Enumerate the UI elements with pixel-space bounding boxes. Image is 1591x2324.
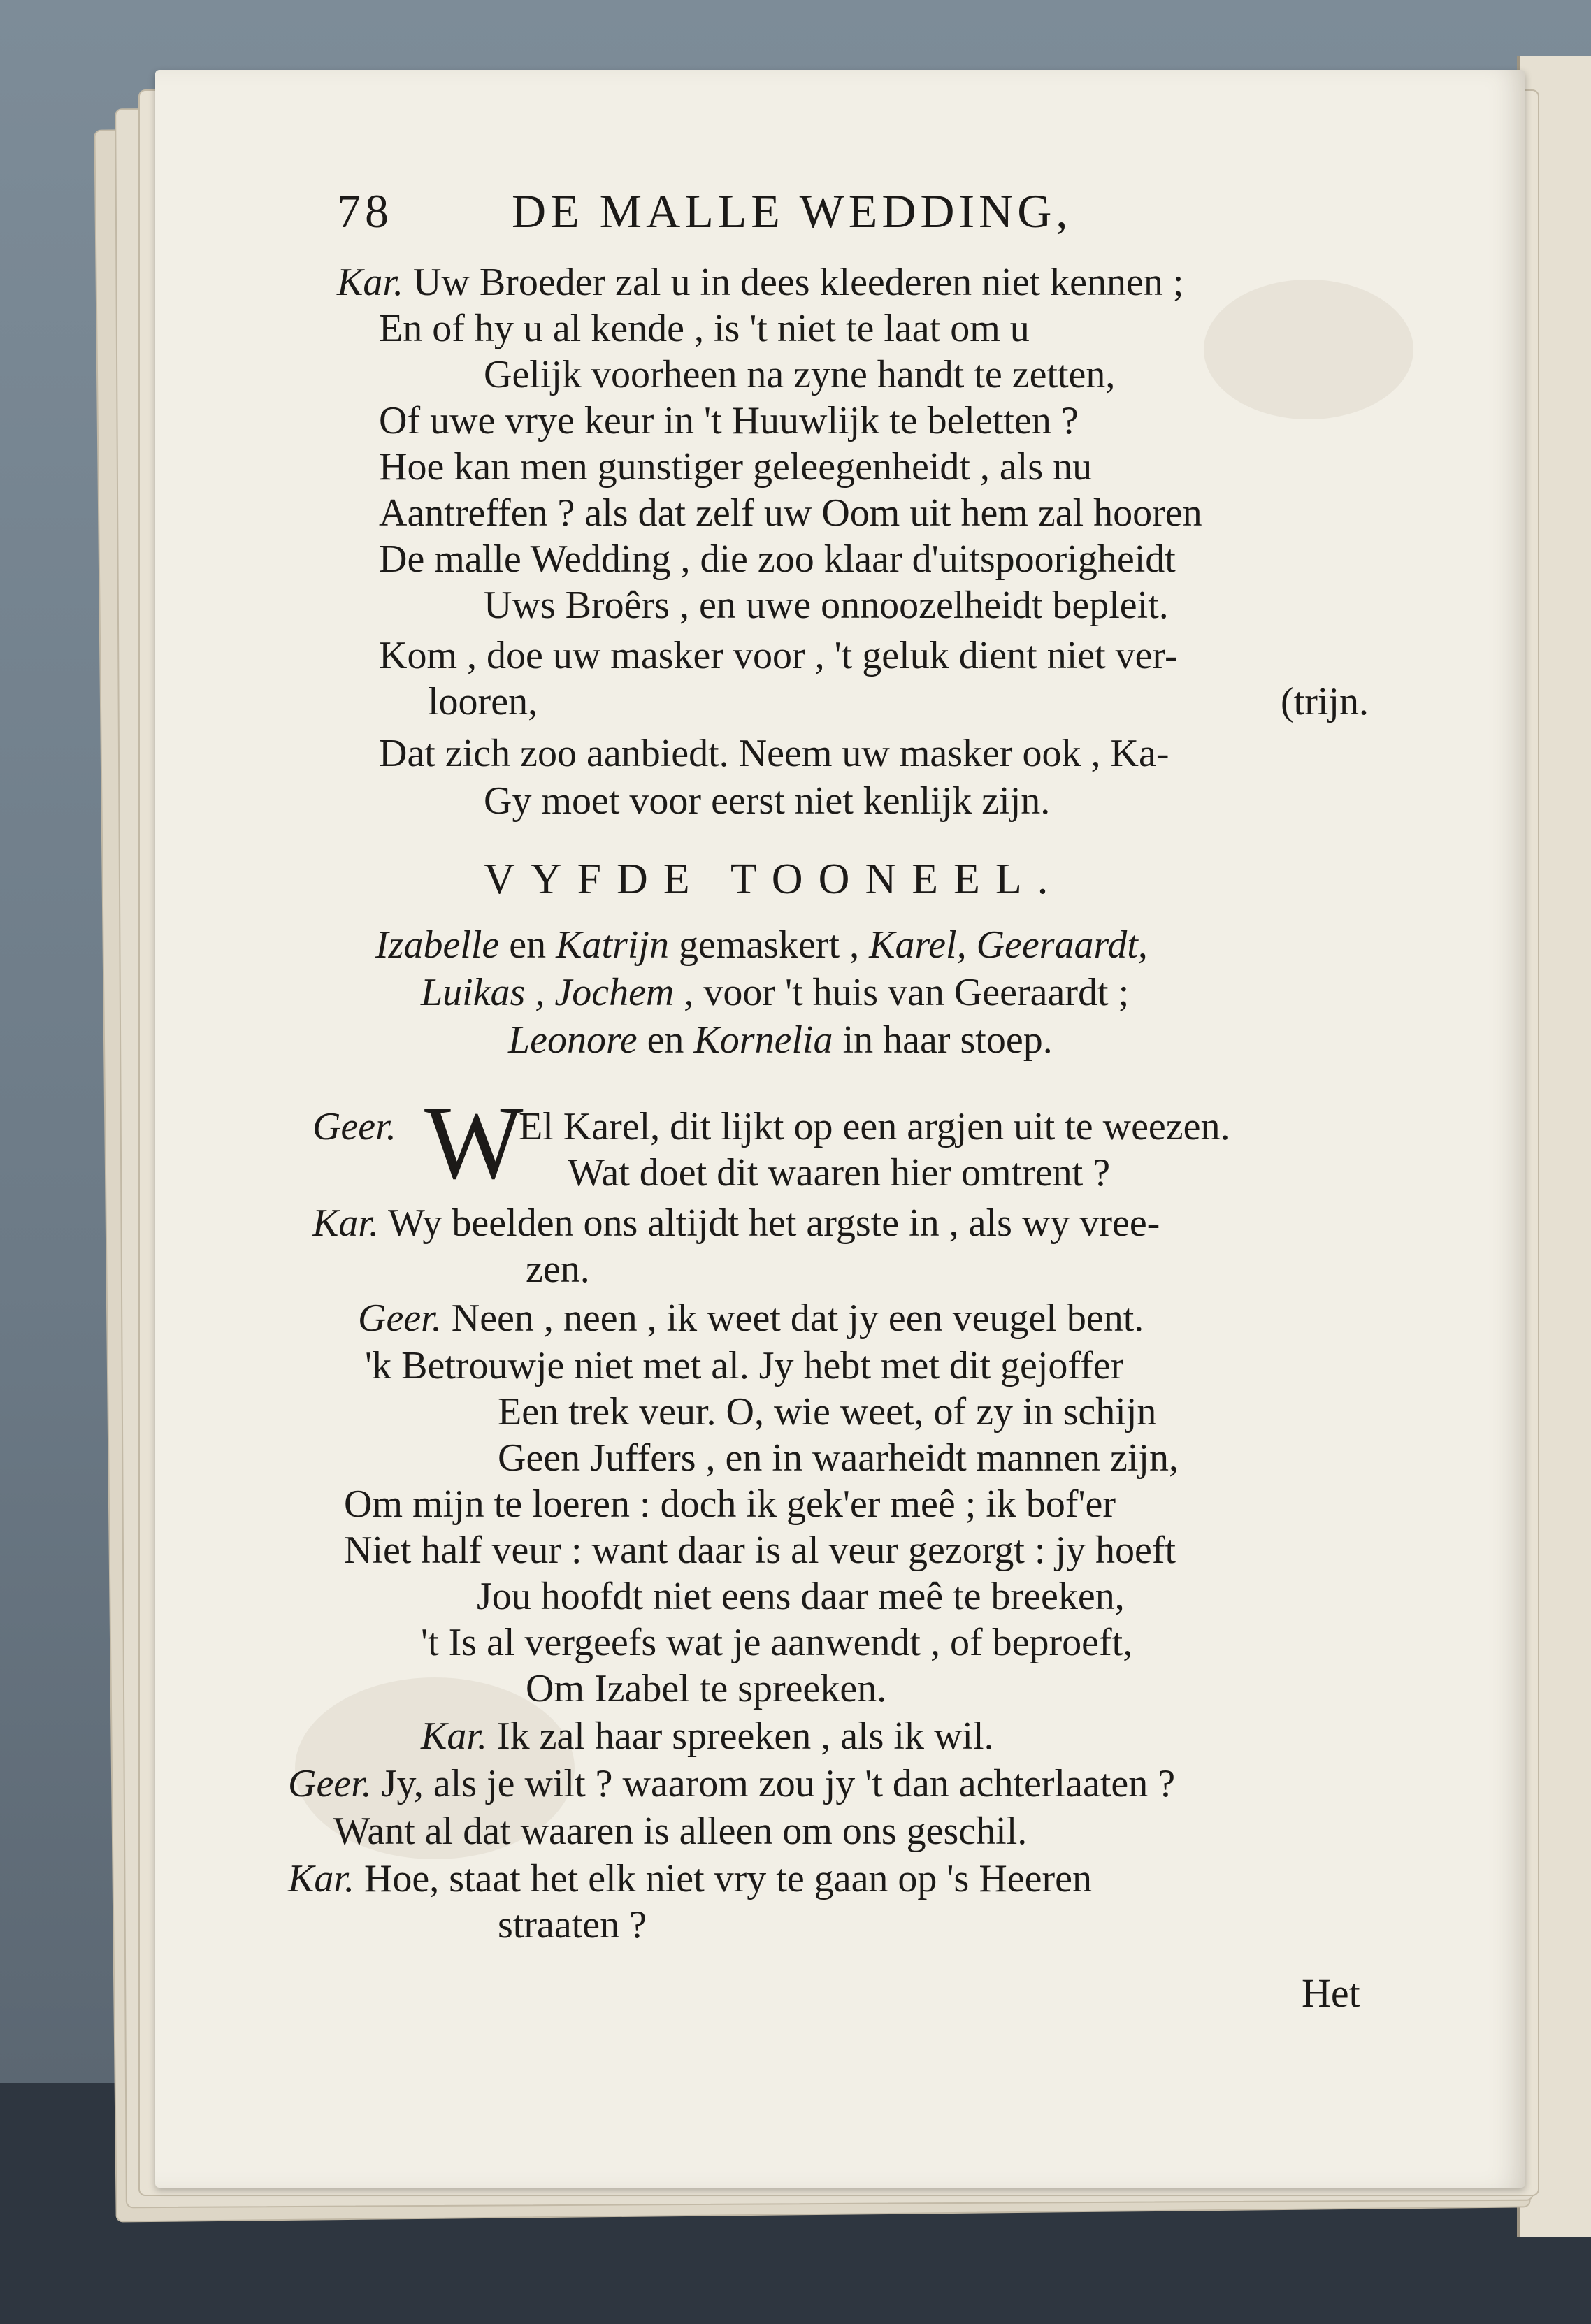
character-name: Kornelia <box>693 1018 833 1062</box>
character-name: Katrijn <box>556 923 669 967</box>
running-title: DE MALLE WEDDING, <box>512 185 1072 238</box>
verse-text: Uw Broeder zal u in dees kleederen niet kennen ; <box>412 261 1184 304</box>
verse-line: Wat doet dit waaren hier omtrent ? <box>568 1151 1111 1195</box>
verse-text: Wy beelden ons altijdt het argste in , als wy vree- <box>387 1201 1160 1245</box>
catchword: Het <box>1302 1970 1360 2016</box>
verse-text: Hoe, staat het elk niet vry te gaan op 's Heeren <box>363 1857 1092 1900</box>
verse-line: Want al dat waaren is alleen om ons geschil. <box>333 1810 1028 1853</box>
verse-text: Ik zal haar spreeken , als ik wil. <box>496 1715 994 1758</box>
verse-line <box>288 1856 1092 1901</box>
verse-line: Dat zich zoo aanbiedt. Neem uw masker ook , Ka- <box>379 732 1169 775</box>
verse-line: Kom , doe uw masker voor , 't geluk dient niet ver- <box>379 634 1178 677</box>
cast-line <box>508 1018 1053 1062</box>
speaker-label: Kar. <box>421 1715 487 1758</box>
verse-line: Om Izabel te spreeken. <box>526 1667 887 1710</box>
verse-line-turnover: (trijn. <box>1281 680 1369 723</box>
speaker-label: Geer. <box>312 1105 396 1148</box>
verse-line: Een trek veur. O, wie weet, of zy in schijn <box>498 1390 1157 1434</box>
verse-line: 't Is al vergeefs wat je aanwendt , of beproeft, <box>421 1621 1133 1664</box>
verse-line <box>288 1761 1175 1806</box>
page-number: 78 <box>337 185 393 238</box>
verse-line: looren, <box>428 680 538 723</box>
cast-text: en <box>637 1018 694 1062</box>
verse-line: straaten ? <box>498 1903 647 1947</box>
cast-text: en <box>499 923 556 967</box>
cast-text: voor 't huis van Geeraardt ; <box>693 971 1130 1014</box>
verse-line: 'k Betrouwje niet met al. Jy hebt met dit gejoffer <box>365 1344 1124 1387</box>
verse-line: Om mijn te loeren : doch ik gek'er meê ; ik bof'er <box>344 1482 1116 1526</box>
verse-line <box>421 1714 994 1759</box>
book-page <box>155 70 1525 2188</box>
verse-line: En of hy u al kende , is 't niet te laat om u <box>379 307 1030 350</box>
verse-line: Hoe kan men gunstiger geleegenheidt , als nu <box>379 445 1093 489</box>
verse-line <box>337 260 1183 305</box>
verse-line: Uws Broêrs , en uwe onnoozelheidt bepleit. <box>484 584 1169 627</box>
character-name: Karel, Geeraardt, <box>869 923 1148 967</box>
speaker-label: Kar. <box>312 1201 379 1245</box>
speaker-label: Geer. <box>358 1297 442 1340</box>
verse-text: Jy, als je wilt ? waarom zou jy 't dan achterlaaten ? <box>381 1762 1176 1805</box>
character-name: Leonore <box>508 1018 638 1062</box>
paper-stain <box>1204 280 1413 419</box>
speaker-label: Kar. <box>337 261 403 304</box>
verse-line: Gelijk voorheen na zyne handt te zetten, <box>484 353 1116 396</box>
drop-capital: W <box>424 1085 524 1201</box>
cast-text: gemaskert , <box>668 923 870 967</box>
scene-heading: VYFDE TOONEEL. <box>484 856 1064 903</box>
verse-line: Gy moet voor eerst niet kenlijk zijn. <box>484 779 1051 823</box>
verse-line: Of uwe vrye keur in 't Huuwlijk te beletten ? <box>379 399 1079 442</box>
verse-line: zen. <box>526 1248 590 1291</box>
verse-line: El Karel, dit lijkt op een argjen uit te weezen. <box>519 1105 1230 1148</box>
cast-line <box>375 923 1148 967</box>
character-name: Luikas , Jochem , <box>421 971 694 1014</box>
verse-line <box>312 1201 1160 1246</box>
speaker-label: Kar. <box>288 1857 354 1900</box>
verse-line: Aantreffen ? als dat zelf uw Oom uit hem zal hooren <box>379 491 1202 535</box>
verse-line: Jou hoofdt niet eens daar meê te breeken, <box>477 1575 1125 1618</box>
cast-line <box>421 970 1129 1015</box>
speaker-label: Geer. <box>288 1762 372 1805</box>
verse-line: Niet half veur : want daar is al veur gezorgt : jy hoeft <box>344 1529 1176 1572</box>
verse-line <box>358 1296 1144 1341</box>
verse-text: Neen , neen , ik weet dat jy een veugel bent. <box>451 1297 1144 1340</box>
verse-line: Geen Juffers , en in waarheidt mannen zijn, <box>498 1436 1179 1480</box>
verse-line: De malle Wedding , die zoo klaar d'uitspoorigheidt <box>379 537 1176 581</box>
character-name: Izabelle <box>375 923 500 967</box>
cast-text: in haar stoep. <box>833 1018 1053 1062</box>
